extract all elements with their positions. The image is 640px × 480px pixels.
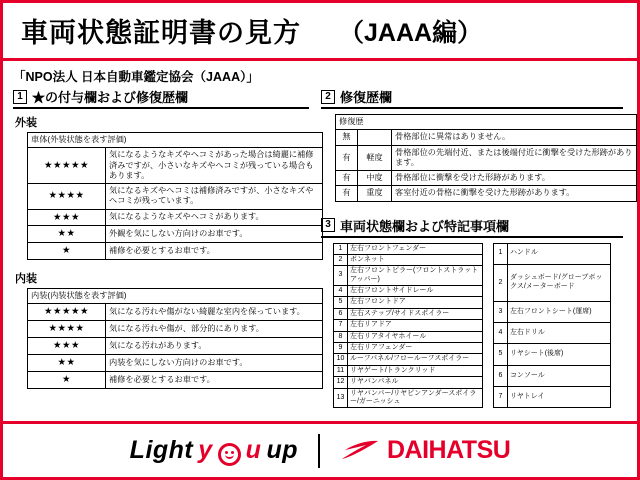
repair-level: 重度: [358, 186, 392, 201]
part-name: リヤシート(後席): [507, 344, 610, 365]
repair-mark: 有: [336, 186, 358, 201]
part-name: 左右ステップ/サイドスポイラー: [347, 308, 482, 319]
repair-mark: 無: [336, 130, 358, 145]
right-column: [321, 87, 633, 408]
exterior-table-header: 車体(外装状態を表す評価): [28, 133, 323, 148]
table-row: [334, 365, 483, 376]
part-number: 7: [494, 386, 508, 407]
section-2-title: 修復歴欄: [340, 90, 393, 105]
page-subtitle: （JAAA編）: [339, 18, 483, 47]
part-name: 左右フロントシート(運席): [507, 301, 610, 322]
part-number: 5: [494, 344, 508, 365]
repair-description: 客室付近の骨格に衝撃を受けた形跡があります。: [392, 186, 637, 201]
table-row: [334, 343, 483, 354]
table-row: [28, 243, 323, 260]
document-header: [3, 3, 637, 61]
table-row: [28, 338, 323, 355]
interior-parts-table: [493, 243, 611, 409]
repair-history-table: [335, 114, 637, 202]
rating-stars: ★★★: [28, 209, 106, 226]
part-name: 左右フロントサイドレール: [347, 286, 482, 297]
part-name: リヤバンパネル: [347, 377, 482, 388]
table-row: [28, 289, 323, 304]
part-number: 1: [334, 243, 348, 254]
part-name: 左右フロントドア: [347, 297, 482, 308]
rating-stars: ★★: [28, 226, 106, 243]
rating-description: 気になる汚れがあります。: [106, 338, 323, 355]
part-number: 7: [334, 320, 348, 331]
table-row: [336, 186, 637, 201]
part-name: リヤバンパー/リヤピンアンダースポイラー/ガーニッシュ: [347, 388, 482, 408]
table-row: [494, 386, 611, 407]
table-row: [336, 115, 637, 130]
section-1-number: 1: [13, 90, 27, 104]
part-name: ダッシュボード/グローブボックス/メーターボード: [507, 264, 610, 301]
section-3-header: [321, 216, 623, 238]
repair-table-header: 修復歴: [336, 115, 637, 130]
rating-description: 気になるようなキズやヘコミがあります。: [106, 209, 323, 226]
table-row: [334, 320, 483, 331]
repair-level: 中度: [358, 171, 392, 186]
part-number: 6: [334, 308, 348, 319]
rating-stars: ★★★★: [28, 321, 106, 338]
part-number: 9: [334, 343, 348, 354]
section-2-header: [321, 87, 623, 109]
table-row: [334, 308, 483, 319]
rating-description: 気になるようなキズやヘコミがあった場合は綺麗に補修済みですが、小さいなキズやヘコミが残っている場合もあります。: [106, 148, 323, 184]
repair-mark: 有: [336, 171, 358, 186]
rating-stars: ★★: [28, 355, 106, 372]
table-row: [494, 301, 611, 322]
interior-rating-table: [27, 288, 323, 389]
daihatsu-logo-icon: [340, 437, 380, 464]
repair-level: 軽度: [358, 145, 392, 171]
rating-stars: ★★★★★: [28, 304, 106, 321]
part-name: ルーフパネル/フロールーフスポイラー: [347, 354, 482, 365]
table-row: [334, 331, 483, 342]
table-row: [494, 323, 611, 344]
part-name: 左右リアドア: [347, 320, 482, 331]
rating-description: 補修を必要とするお車です。: [106, 243, 323, 260]
rating-stars: ★★★: [28, 338, 106, 355]
table-row: [28, 371, 323, 388]
part-name: 左右フロントピラー(フロントストラットアッパー): [347, 266, 482, 286]
table-row: [334, 354, 483, 365]
part-name: コンソール: [507, 365, 610, 386]
part-number: 10: [334, 354, 348, 365]
table-row: [334, 377, 483, 388]
document-body: [3, 87, 637, 408]
table-row: [494, 264, 611, 301]
part-name: ボンネット: [347, 254, 482, 265]
brand-block: [340, 436, 510, 465]
smiley-face-icon: [218, 443, 241, 466]
table-row: [28, 148, 323, 184]
table-row: [336, 171, 637, 186]
table-row: [28, 133, 323, 148]
part-number: 2: [494, 264, 508, 301]
rating-description: 補修を必要とするお車です。: [106, 371, 323, 388]
part-number: 6: [494, 365, 508, 386]
part-number: 13: [334, 388, 348, 408]
part-name: リヤトレイ: [507, 386, 610, 407]
table-row: [334, 286, 483, 297]
part-name: 左右リアフェンダー: [347, 343, 482, 354]
repair-description: 骨格部位に衝撃を受けた形跡があります。: [392, 171, 637, 186]
part-name: 左右ドリル: [507, 323, 610, 344]
interior-table-header: 内装(内装状態を表す評価): [28, 289, 323, 304]
part-name: ハンドル: [507, 243, 610, 264]
document-footer: [3, 421, 637, 477]
table-row: [336, 130, 637, 145]
repair-level: [358, 130, 392, 145]
part-number: 3: [334, 266, 348, 286]
exterior-rating-table: [27, 132, 323, 260]
part-name: 左右リアタイヤホイール: [347, 331, 482, 342]
part-number: 1: [494, 243, 508, 264]
part-number: 3: [494, 301, 508, 322]
repair-description: 骨格部位の先端付近、または後端付近に衝撃を受けた形跡があります。: [392, 145, 637, 171]
rating-stars: ★: [28, 243, 106, 260]
left-column: [13, 87, 314, 408]
part-number: 5: [334, 297, 348, 308]
section-3-number: 3: [321, 218, 335, 232]
footer-divider: [318, 434, 320, 468]
rating-stars: ★★★★★: [28, 148, 106, 184]
table-row: [28, 209, 323, 226]
table-row: [334, 266, 483, 286]
part-number: 11: [334, 365, 348, 376]
interior-label: 内装: [15, 273, 37, 286]
table-row: [28, 184, 323, 210]
section-3-title: 車両状態欄および特記事項欄: [340, 218, 510, 234]
part-number: 4: [334, 286, 348, 297]
page-title: 車両状態証明書の見方: [21, 18, 301, 48]
part-name: リヤゲート/トランクリッド: [347, 365, 482, 376]
section-1-header: [13, 87, 309, 109]
table-row: [28, 321, 323, 338]
table-row: [336, 145, 637, 171]
rating-description: 気になる汚れや傷がない綺麗な室内を保っています。: [106, 304, 323, 321]
rating-stars: ★★★★: [28, 184, 106, 210]
tagline-u: u: [245, 436, 262, 464]
table-row: [494, 365, 611, 386]
section-2-number: 2: [321, 90, 335, 104]
rating-description: 気になるキズやヘコミは補修済みですが、小さなキズやヘコミが残っています。: [106, 184, 323, 210]
table-row: [334, 254, 483, 265]
table-row: [334, 297, 483, 308]
tagline-up: up: [266, 436, 298, 464]
exterior-label: 外装: [15, 117, 37, 129]
table-row: [28, 304, 323, 321]
parts-lists: [333, 243, 623, 409]
table-row: [334, 243, 483, 254]
table-row: [28, 226, 323, 243]
part-number: 2: [334, 254, 348, 265]
table-row: [494, 243, 611, 264]
section-1-title: ★の付与欄および修復歴欄: [32, 90, 189, 105]
exterior-parts-table: [333, 243, 483, 409]
repair-mark: 有: [336, 145, 358, 171]
tagline-light: Light: [129, 436, 194, 464]
table-row: [28, 355, 323, 372]
repair-description: 骨格部位に異常はありません。: [392, 130, 637, 145]
part-number: 8: [334, 331, 348, 342]
rating-description: 外観を気にしない方向けのお車です。: [106, 226, 323, 243]
association-line: 「NPO法人 日本自動車鑑定協会（JAAA）」: [13, 70, 259, 84]
tagline: [130, 436, 298, 465]
part-number: 4: [494, 323, 508, 344]
brand-name: DAIHATSU: [387, 436, 511, 464]
table-row: [334, 388, 483, 408]
rating-stars: ★: [28, 371, 106, 388]
rating-description: 内装を気にしない方向けのお車です。: [106, 355, 323, 372]
rating-description: 気になる汚れや傷が、部分的にあります。: [106, 321, 323, 338]
table-row: [494, 344, 611, 365]
part-number: 12: [334, 377, 348, 388]
part-name: 左右フロントフェンダー: [347, 243, 482, 254]
tagline-y: y: [198, 436, 213, 464]
